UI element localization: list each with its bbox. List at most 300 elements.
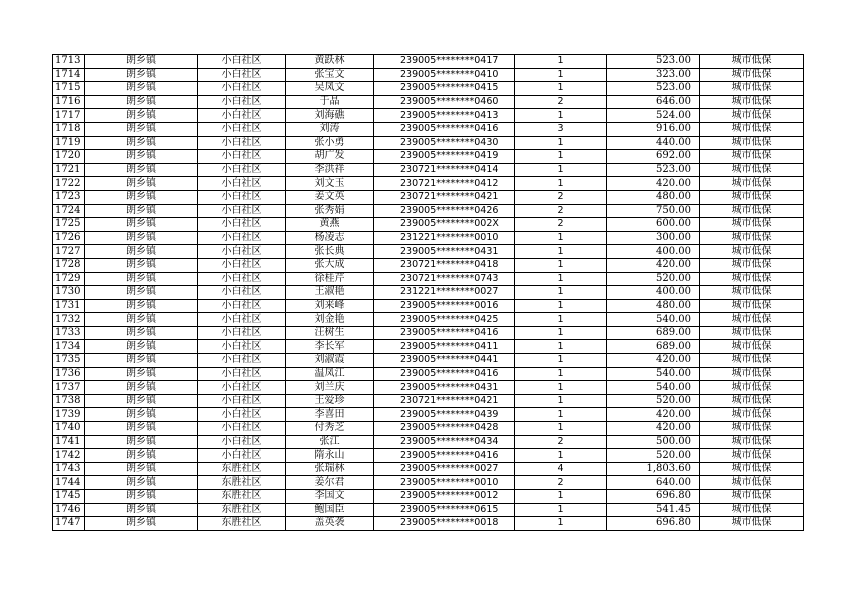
table-row — [53, 422, 804, 436]
assistance-type-cell: 城市低保 — [700, 82, 804, 96]
row-number-cell: 1720 — [53, 150, 85, 164]
community-cell: 小白社区 — [198, 340, 286, 354]
town-cell: 朗乡镇 — [85, 408, 198, 422]
data-table — [52, 54, 804, 531]
id-number-cell: 239005********0441 — [374, 354, 515, 368]
row-number-cell: 1718 — [53, 122, 85, 136]
row-number-cell: 1735 — [53, 354, 85, 368]
town-cell: 朗乡镇 — [85, 367, 198, 381]
assistance-type-cell: 城市低保 — [700, 462, 804, 476]
assistance-type-cell: 城市低保 — [700, 245, 804, 259]
amount-cell: 323.00 — [607, 68, 700, 82]
household-count-cell: 1 — [515, 109, 607, 123]
household-count-cell: 1 — [515, 272, 607, 286]
assistance-type-cell: 城市低保 — [700, 299, 804, 313]
community-cell: 东胜社区 — [198, 517, 286, 531]
id-number-cell: 230721********0414 — [374, 163, 515, 177]
amount-cell: 480.00 — [607, 190, 700, 204]
row-number-cell: 1734 — [53, 340, 85, 354]
amount-cell: 420.00 — [607, 422, 700, 436]
table-row — [53, 367, 804, 381]
row-number-cell: 1738 — [53, 394, 85, 408]
amount-cell: 750.00 — [607, 204, 700, 218]
town-cell: 朗乡镇 — [85, 109, 198, 123]
assistance-type-cell: 城市低保 — [700, 218, 804, 232]
community-cell: 小白社区 — [198, 218, 286, 232]
town-cell: 朗乡镇 — [85, 218, 198, 232]
amount-cell: 541.45 — [607, 503, 700, 517]
table-row — [53, 122, 804, 136]
id-number-cell: 230721********0421 — [374, 190, 515, 204]
name-cell: 黄跃林 — [286, 55, 374, 69]
assistance-type-cell: 城市低保 — [700, 326, 804, 340]
community-cell: 小白社区 — [198, 354, 286, 368]
assistance-type-cell: 城市低保 — [700, 150, 804, 164]
assistance-type-cell: 城市低保 — [700, 122, 804, 136]
id-number-cell: 239005********0439 — [374, 408, 515, 422]
assistance-type-cell: 城市低保 — [700, 503, 804, 517]
name-cell: 刘海礁 — [286, 109, 374, 123]
id-number-cell: 239005********0428 — [374, 422, 515, 436]
row-number-cell: 1723 — [53, 190, 85, 204]
id-number-cell: 239005********0416 — [374, 449, 515, 463]
town-cell: 朗乡镇 — [85, 136, 198, 150]
amount-cell: 696.80 — [607, 490, 700, 504]
row-number-cell: 1741 — [53, 435, 85, 449]
household-count-cell: 1 — [515, 299, 607, 313]
id-number-cell: 239005********0410 — [374, 68, 515, 82]
assistance-type-cell: 城市低保 — [700, 490, 804, 504]
town-cell: 朗乡镇 — [85, 286, 198, 300]
id-number-cell: 239005********0430 — [374, 136, 515, 150]
name-cell: 温凤江 — [286, 367, 374, 381]
amount-cell: 300.00 — [607, 231, 700, 245]
community-cell: 小白社区 — [198, 422, 286, 436]
table-row — [53, 55, 804, 69]
name-cell: 张宝文 — [286, 68, 374, 82]
table-row — [53, 394, 804, 408]
name-cell: 刘来峰 — [286, 299, 374, 313]
town-cell: 朗乡镇 — [85, 381, 198, 395]
name-cell: 张瑞林 — [286, 462, 374, 476]
amount-cell: 500.00 — [607, 435, 700, 449]
household-count-cell: 1 — [515, 381, 607, 395]
table-row — [53, 245, 804, 259]
amount-cell: 916.00 — [607, 122, 700, 136]
household-count-cell: 1 — [515, 449, 607, 463]
name-cell: 刘淑霞 — [286, 354, 374, 368]
town-cell: 朗乡镇 — [85, 326, 198, 340]
town-cell: 朗乡镇 — [85, 122, 198, 136]
town-cell: 朗乡镇 — [85, 462, 198, 476]
assistance-type-cell: 城市低保 — [700, 68, 804, 82]
id-number-cell: 231221********0027 — [374, 286, 515, 300]
row-number-cell: 1743 — [53, 462, 85, 476]
table-row — [53, 82, 804, 96]
community-cell: 小白社区 — [198, 286, 286, 300]
household-count-cell: 1 — [515, 517, 607, 531]
row-number-cell: 1731 — [53, 299, 85, 313]
household-count-cell: 2 — [515, 435, 607, 449]
name-cell: 盖英袭 — [286, 517, 374, 531]
assistance-type-cell: 城市低保 — [700, 354, 804, 368]
community-cell: 小白社区 — [198, 381, 286, 395]
table-row — [53, 286, 804, 300]
table-row — [53, 503, 804, 517]
town-cell: 朗乡镇 — [85, 177, 198, 191]
assistance-type-cell: 城市低保 — [700, 313, 804, 327]
amount-cell: 540.00 — [607, 367, 700, 381]
table-row — [53, 408, 804, 422]
community-cell: 小白社区 — [198, 204, 286, 218]
household-count-cell: 1 — [515, 354, 607, 368]
row-number-cell: 1726 — [53, 231, 85, 245]
community-cell: 小白社区 — [198, 136, 286, 150]
community-cell: 东胜社区 — [198, 503, 286, 517]
town-cell: 朗乡镇 — [85, 503, 198, 517]
id-number-cell: 239005********0416 — [374, 326, 515, 340]
name-cell: 于晶 — [286, 95, 374, 109]
town-cell: 朗乡镇 — [85, 55, 198, 69]
id-number-cell: 239005********0018 — [374, 517, 515, 531]
id-number-cell: 239005********0434 — [374, 435, 515, 449]
assistance-type-cell: 城市低保 — [700, 177, 804, 191]
id-number-cell: 230721********0418 — [374, 258, 515, 272]
household-count-cell: 1 — [515, 258, 607, 272]
household-count-cell: 2 — [515, 190, 607, 204]
community-cell: 小白社区 — [198, 190, 286, 204]
household-count-cell: 1 — [515, 82, 607, 96]
amount-cell: 400.00 — [607, 245, 700, 259]
community-cell: 小白社区 — [198, 122, 286, 136]
household-count-cell: 1 — [515, 245, 607, 259]
town-cell: 朗乡镇 — [85, 422, 198, 436]
community-cell: 东胜社区 — [198, 490, 286, 504]
amount-cell: 524.00 — [607, 109, 700, 123]
name-cell: 刘金艳 — [286, 313, 374, 327]
id-number-cell: 239005********0415 — [374, 82, 515, 96]
town-cell: 朗乡镇 — [85, 258, 198, 272]
household-count-cell: 1 — [515, 150, 607, 164]
id-number-cell: 239005********0460 — [374, 95, 515, 109]
household-count-cell: 2 — [515, 95, 607, 109]
household-count-cell: 1 — [515, 55, 607, 69]
id-number-cell: 239005********0411 — [374, 340, 515, 354]
household-count-cell: 1 — [515, 503, 607, 517]
table-row — [53, 218, 804, 232]
community-cell: 小白社区 — [198, 326, 286, 340]
household-count-cell: 3 — [515, 122, 607, 136]
town-cell: 朗乡镇 — [85, 517, 198, 531]
row-number-cell: 1740 — [53, 422, 85, 436]
community-cell: 小白社区 — [198, 245, 286, 259]
town-cell: 朗乡镇 — [85, 150, 198, 164]
row-number-cell: 1730 — [53, 286, 85, 300]
amount-cell: 540.00 — [607, 313, 700, 327]
table-row — [53, 272, 804, 286]
household-count-cell: 1 — [515, 286, 607, 300]
amount-cell: 420.00 — [607, 354, 700, 368]
household-count-cell: 1 — [515, 313, 607, 327]
amount-cell: 640.00 — [607, 476, 700, 490]
town-cell: 朗乡镇 — [85, 476, 198, 490]
assistance-type-cell: 城市低保 — [700, 517, 804, 531]
town-cell: 朗乡镇 — [85, 245, 198, 259]
table-row — [53, 449, 804, 463]
amount-cell: 440.00 — [607, 136, 700, 150]
id-number-cell: 239005********0426 — [374, 204, 515, 218]
town-cell: 朗乡镇 — [85, 354, 198, 368]
row-number-cell: 1728 — [53, 258, 85, 272]
assistance-type-cell: 城市低保 — [700, 109, 804, 123]
row-number-cell: 1713 — [53, 55, 85, 69]
row-number-cell: 1737 — [53, 381, 85, 395]
amount-cell: 420.00 — [607, 177, 700, 191]
assistance-type-cell: 城市低保 — [700, 381, 804, 395]
id-number-cell: 239005********0416 — [374, 367, 515, 381]
community-cell: 小白社区 — [198, 449, 286, 463]
household-count-cell: 2 — [515, 218, 607, 232]
town-cell: 朗乡镇 — [85, 204, 198, 218]
amount-cell: 480.00 — [607, 299, 700, 313]
town-cell: 朗乡镇 — [85, 82, 198, 96]
name-cell: 李国文 — [286, 490, 374, 504]
amount-cell: 600.00 — [607, 218, 700, 232]
table-row — [53, 150, 804, 164]
table-row — [53, 476, 804, 490]
household-count-cell: 1 — [515, 367, 607, 381]
row-number-cell: 1733 — [53, 326, 85, 340]
assistance-type-cell: 城市低保 — [700, 136, 804, 150]
id-number-cell: 239005********0431 — [374, 381, 515, 395]
name-cell: 张江 — [286, 435, 374, 449]
table-row — [53, 190, 804, 204]
community-cell: 小白社区 — [198, 299, 286, 313]
row-number-cell: 1722 — [53, 177, 85, 191]
amount-cell: 523.00 — [607, 55, 700, 69]
id-number-cell: 239005********0431 — [374, 245, 515, 259]
name-cell: 张小勇 — [286, 136, 374, 150]
table-row — [53, 231, 804, 245]
name-cell: 鲍国臣 — [286, 503, 374, 517]
amount-cell: 689.00 — [607, 326, 700, 340]
id-number-cell: 230721********0743 — [374, 272, 515, 286]
town-cell: 朗乡镇 — [85, 313, 198, 327]
community-cell: 小白社区 — [198, 272, 286, 286]
amount-cell: 523.00 — [607, 82, 700, 96]
name-cell: 汪树生 — [286, 326, 374, 340]
town-cell: 朗乡镇 — [85, 272, 198, 286]
name-cell: 李喜田 — [286, 408, 374, 422]
household-count-cell: 1 — [515, 490, 607, 504]
name-cell: 徐桂芹 — [286, 272, 374, 286]
table-row — [53, 381, 804, 395]
assistance-type-cell: 城市低保 — [700, 258, 804, 272]
household-count-cell: 1 — [515, 394, 607, 408]
row-number-cell: 1716 — [53, 95, 85, 109]
town-cell: 朗乡镇 — [85, 490, 198, 504]
row-number-cell: 1746 — [53, 503, 85, 517]
name-cell: 刘兰庆 — [286, 381, 374, 395]
amount-cell: 523.00 — [607, 163, 700, 177]
community-cell: 小白社区 — [198, 150, 286, 164]
amount-cell: 1,803.60 — [607, 462, 700, 476]
town-cell: 朗乡镇 — [85, 340, 198, 354]
row-number-cell: 1721 — [53, 163, 85, 177]
amount-cell: 696.80 — [607, 517, 700, 531]
row-number-cell: 1732 — [53, 313, 85, 327]
town-cell: 朗乡镇 — [85, 95, 198, 109]
name-cell: 李洪祥 — [286, 163, 374, 177]
id-number-cell: 239005********0012 — [374, 490, 515, 504]
household-count-cell: 1 — [515, 68, 607, 82]
table-row — [53, 340, 804, 354]
community-cell: 小白社区 — [198, 367, 286, 381]
name-cell: 姜文英 — [286, 190, 374, 204]
row-number-cell: 1747 — [53, 517, 85, 531]
row-number-cell: 1736 — [53, 367, 85, 381]
community-cell: 小白社区 — [198, 82, 286, 96]
name-cell: 杨凌志 — [286, 231, 374, 245]
household-count-cell: 2 — [515, 204, 607, 218]
town-cell: 朗乡镇 — [85, 231, 198, 245]
name-cell: 王淑艳 — [286, 286, 374, 300]
community-cell: 东胜社区 — [198, 476, 286, 490]
table-row — [53, 177, 804, 191]
community-cell: 小白社区 — [198, 435, 286, 449]
name-cell: 黄燕 — [286, 218, 374, 232]
town-cell: 朗乡镇 — [85, 163, 198, 177]
community-cell: 小白社区 — [198, 55, 286, 69]
table-row — [53, 299, 804, 313]
household-count-cell: 4 — [515, 462, 607, 476]
amount-cell: 692.00 — [607, 150, 700, 164]
table-body — [53, 55, 804, 531]
table-row — [53, 313, 804, 327]
household-count-cell: 1 — [515, 422, 607, 436]
assistance-type-cell: 城市低保 — [700, 394, 804, 408]
id-number-cell: 239005********0413 — [374, 109, 515, 123]
household-count-cell: 1 — [515, 326, 607, 340]
community-cell: 东胜社区 — [198, 462, 286, 476]
name-cell: 王爱珍 — [286, 394, 374, 408]
community-cell: 小白社区 — [198, 68, 286, 82]
assistance-type-cell: 城市低保 — [700, 204, 804, 218]
community-cell: 小白社区 — [198, 313, 286, 327]
id-number-cell: 230721********0412 — [374, 177, 515, 191]
table-row — [53, 462, 804, 476]
household-count-cell: 1 — [515, 163, 607, 177]
assistance-type-cell: 城市低保 — [700, 367, 804, 381]
amount-cell: 520.00 — [607, 394, 700, 408]
id-number-cell: 239005********0425 — [374, 313, 515, 327]
town-cell: 朗乡镇 — [85, 299, 198, 313]
name-cell: 张大成 — [286, 258, 374, 272]
community-cell: 小白社区 — [198, 177, 286, 191]
community-cell: 小白社区 — [198, 394, 286, 408]
town-cell: 朗乡镇 — [85, 190, 198, 204]
name-cell: 张秀娟 — [286, 204, 374, 218]
town-cell: 朗乡镇 — [85, 435, 198, 449]
table-row — [53, 490, 804, 504]
table-row — [53, 517, 804, 531]
table-row — [53, 109, 804, 123]
household-count-cell: 1 — [515, 177, 607, 191]
community-cell: 小白社区 — [198, 163, 286, 177]
household-count-cell: 1 — [515, 231, 607, 245]
assistance-type-cell: 城市低保 — [700, 449, 804, 463]
table-row — [53, 258, 804, 272]
town-cell: 朗乡镇 — [85, 449, 198, 463]
id-number-cell: 239005********002X — [374, 218, 515, 232]
community-cell: 小白社区 — [198, 109, 286, 123]
assistance-type-cell: 城市低保 — [700, 55, 804, 69]
household-count-cell: 1 — [515, 408, 607, 422]
assistance-type-cell: 城市低保 — [700, 340, 804, 354]
name-cell: 刘文玉 — [286, 177, 374, 191]
id-number-cell: 239005********0416 — [374, 122, 515, 136]
table-row — [53, 95, 804, 109]
row-number-cell: 1725 — [53, 218, 85, 232]
table-row — [53, 204, 804, 218]
row-number-cell: 1724 — [53, 204, 85, 218]
community-cell: 小白社区 — [198, 231, 286, 245]
amount-cell: 689.00 — [607, 340, 700, 354]
household-count-cell: 1 — [515, 136, 607, 150]
name-cell: 胡广发 — [286, 150, 374, 164]
assistance-type-cell: 城市低保 — [700, 286, 804, 300]
amount-cell: 400.00 — [607, 286, 700, 300]
amount-cell: 520.00 — [607, 272, 700, 286]
assistance-type-cell: 城市低保 — [700, 435, 804, 449]
id-number-cell: 239005********0419 — [374, 150, 515, 164]
id-number-cell: 230721********0421 — [374, 394, 515, 408]
row-number-cell: 1727 — [53, 245, 85, 259]
id-number-cell: 239005********0027 — [374, 462, 515, 476]
id-number-cell: 239005********0615 — [374, 503, 515, 517]
community-cell: 小白社区 — [198, 258, 286, 272]
name-cell: 付秀芝 — [286, 422, 374, 436]
id-number-cell: 239005********0016 — [374, 299, 515, 313]
name-cell: 张长典 — [286, 245, 374, 259]
community-cell: 小白社区 — [198, 95, 286, 109]
row-number-cell: 1719 — [53, 136, 85, 150]
assistance-type-cell: 城市低保 — [700, 190, 804, 204]
name-cell: 隋永山 — [286, 449, 374, 463]
table-row — [53, 163, 804, 177]
assistance-type-cell: 城市低保 — [700, 272, 804, 286]
row-number-cell: 1739 — [53, 408, 85, 422]
community-cell: 小白社区 — [198, 408, 286, 422]
row-number-cell: 1745 — [53, 490, 85, 504]
assistance-type-cell: 城市低保 — [700, 408, 804, 422]
row-number-cell: 1729 — [53, 272, 85, 286]
row-number-cell: 1742 — [53, 449, 85, 463]
amount-cell: 646.00 — [607, 95, 700, 109]
amount-cell: 540.00 — [607, 381, 700, 395]
household-count-cell: 2 — [515, 476, 607, 490]
row-number-cell: 1714 — [53, 68, 85, 82]
town-cell: 朗乡镇 — [85, 68, 198, 82]
town-cell: 朗乡镇 — [85, 394, 198, 408]
assistance-type-cell: 城市低保 — [700, 231, 804, 245]
row-number-cell: 1744 — [53, 476, 85, 490]
household-count-cell: 1 — [515, 340, 607, 354]
table-row — [53, 68, 804, 82]
assistance-type-cell: 城市低保 — [700, 163, 804, 177]
name-cell: 姜尔君 — [286, 476, 374, 490]
table-row — [53, 435, 804, 449]
